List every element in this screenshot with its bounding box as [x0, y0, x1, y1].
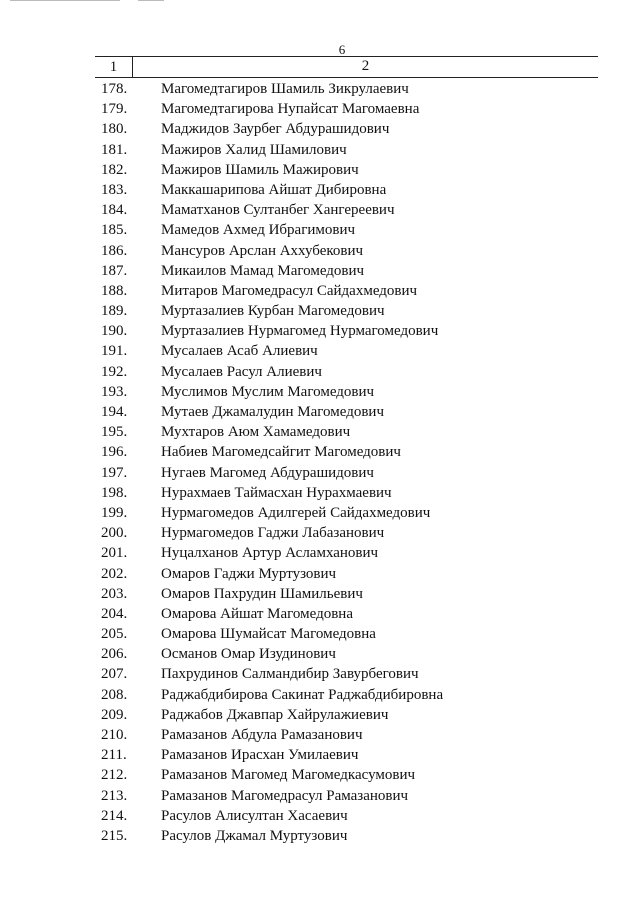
- table-row: [0, 180, 640, 200]
- person-name: Муртазалиев Курбан Магомедович: [161, 303, 385, 320]
- row-number: 193.: [101, 383, 128, 400]
- person-name: Расулов Алисултан Хасаевич: [161, 807, 348, 824]
- table-row: [0, 362, 640, 382]
- row-number: 211.: [101, 747, 127, 764]
- row-number: 213.: [101, 787, 128, 804]
- table-row: [0, 422, 640, 442]
- table-row: [0, 806, 640, 826]
- table-row: [0, 503, 640, 523]
- row-number: 209.: [101, 706, 128, 723]
- row-number: 197.: [101, 464, 128, 481]
- table-row: [0, 725, 640, 745]
- table-row: [0, 301, 640, 321]
- row-number: 191.: [101, 343, 128, 360]
- person-name: Рамазанов Магомед Магомедкасумович: [161, 767, 416, 784]
- person-name: Рамазанов Магомедрасул Рамазанович: [161, 787, 409, 804]
- row-number: 210.: [101, 727, 128, 743]
- name-list: [0, 79, 640, 846]
- table-row: [0, 664, 640, 684]
- table-row: [0, 745, 640, 765]
- table-row: [0, 786, 640, 806]
- table-row: [0, 765, 640, 785]
- person-name: Муслимов Муслим Магомедович: [161, 383, 375, 400]
- person-name: Маджидов Заурбег Абдурашидович: [161, 121, 390, 138]
- table-row: [0, 341, 640, 361]
- row-number: 196.: [101, 444, 128, 461]
- table-row: [0, 604, 640, 624]
- row-number: 194.: [101, 404, 128, 420]
- person-name: Нуцалханов Артур Асламханович: [161, 545, 379, 562]
- table-row: [0, 321, 640, 341]
- table-header-row: [95, 56, 598, 78]
- person-name: Нурмагомедов Адилгерей Сайдахмедович: [161, 504, 431, 521]
- person-name: Рамазанов Ирасхан Умилаевич: [161, 747, 359, 764]
- table-row: [0, 442, 640, 462]
- person-name: Набиев Магомедсайгит Магомедович: [161, 444, 401, 461]
- person-name: Мажиров Халид Шамилович: [161, 141, 347, 158]
- table-row: [0, 281, 640, 301]
- person-name: Микаилов Мамад Магомедович: [161, 262, 365, 279]
- person-name: Мутаев Джамалудин Магомедович: [161, 404, 384, 420]
- table-row: [0, 200, 640, 220]
- person-name: Нурмагомедов Гаджи Лабазанович: [161, 525, 385, 542]
- row-number: 190.: [101, 323, 128, 340]
- row-number: 205.: [101, 626, 128, 643]
- row-number: 199.: [101, 504, 128, 521]
- scan-edge-mark: [138, 0, 164, 1]
- table-row: [0, 402, 640, 422]
- table-row: [0, 624, 640, 644]
- person-name: Мамедов Ахмед Ибрагимович: [161, 222, 356, 239]
- row-number: 215.: [101, 827, 128, 844]
- row-number: 198.: [101, 484, 128, 501]
- person-name: Омаров Пахрудин Шамильевич: [161, 585, 363, 602]
- person-name: Маматханов Султанбег Хангереевич: [161, 202, 395, 219]
- row-number: 192.: [101, 363, 128, 380]
- row-number: 178.: [101, 81, 128, 97]
- row-number: 212.: [101, 767, 128, 784]
- row-number: 201.: [101, 545, 128, 562]
- person-name: Маккашарипова Айшат Дибировна: [161, 181, 387, 198]
- row-number: 214.: [101, 807, 128, 824]
- row-number: 179.: [101, 101, 128, 118]
- row-number: 200.: [101, 525, 128, 542]
- row-number: 203.: [101, 585, 128, 602]
- scan-edge-mark: [10, 0, 120, 1]
- table-row: [0, 220, 640, 240]
- person-name: Мухтаров Аюм Хамамедович: [161, 424, 351, 441]
- table-row: [0, 140, 640, 160]
- person-name: Рамазанов Абдула Рамазанович: [161, 727, 363, 743]
- row-number: 204.: [101, 605, 128, 622]
- person-name: Магомедтагиров Шамиль Зикрулаевич: [161, 81, 409, 97]
- person-name: Нугаев Магомед Абдурашидович: [161, 464, 374, 481]
- row-number: 180.: [101, 121, 128, 138]
- person-name: Муртазалиев Нурмагомед Нурмагомедович: [161, 323, 439, 340]
- table-row: [0, 564, 640, 584]
- table-row: [0, 584, 640, 604]
- table-row: [0, 705, 640, 725]
- person-name: Омаров Гаджи Муртузович: [161, 565, 337, 582]
- person-name: Мусалаев Расул Алиевич: [161, 363, 322, 380]
- row-number: 184.: [101, 202, 128, 219]
- row-number: 183.: [101, 181, 128, 198]
- person-name: Раджабов Джавпар Хайрулажиевич: [161, 706, 389, 723]
- table-row: [0, 523, 640, 543]
- row-number: 206.: [101, 646, 128, 663]
- person-name: Омарова Айшат Магомедовна: [161, 605, 353, 622]
- table-row: [0, 463, 640, 483]
- page-number: 6: [338, 42, 346, 57]
- table-row: [0, 261, 640, 281]
- row-number: 195.: [101, 424, 128, 441]
- person-name: Нурахмаев Таймасхан Нурахмаевич: [161, 484, 392, 501]
- row-number: 207.: [101, 666, 128, 683]
- person-name: Османов Омар Изудинович: [161, 646, 336, 663]
- table-row: [0, 483, 640, 503]
- person-name: Митаров Магомедрасул Сайдахмедович: [161, 282, 418, 299]
- person-name: Раджабдибирова Сакинат Раджабдибировна: [161, 686, 444, 703]
- row-number: 188.: [101, 282, 128, 299]
- row-number: 202.: [101, 565, 128, 582]
- table-row: [0, 79, 640, 99]
- row-number: 185.: [101, 222, 128, 239]
- row-number: 189.: [101, 303, 128, 320]
- table-row: [0, 543, 640, 563]
- person-name: Магомедтагирова Нупайсат Магомаевна: [161, 101, 420, 118]
- table-row: [0, 99, 640, 119]
- row-number: 181.: [101, 141, 128, 158]
- row-number: 208.: [101, 686, 128, 703]
- table-row: [0, 241, 640, 261]
- row-number: 182.: [101, 161, 128, 178]
- column-header-name: 2: [361, 58, 370, 74]
- person-name: Пахрудинов Салмандибир Завурбегович: [161, 666, 419, 683]
- table-row: [0, 119, 640, 139]
- table-row: [0, 826, 640, 846]
- table-row: [0, 160, 640, 180]
- table-row: [0, 382, 640, 402]
- person-name: Мусалаев Асаб Алиевич: [161, 343, 318, 360]
- row-number: 186.: [101, 242, 128, 259]
- row-number: 187.: [101, 262, 128, 279]
- table-row: [0, 685, 640, 705]
- column-header-number: 1: [95, 57, 133, 77]
- person-name: Мажиров Шамиль Мажирович: [161, 161, 359, 178]
- person-name: Расулов Джамал Муртузович: [161, 827, 348, 844]
- person-name: Омарова Шумайсат Магомедовна: [161, 626, 376, 643]
- person-name: Мансуров Арслан Аххубекович: [161, 242, 364, 259]
- table-row: [0, 644, 640, 664]
